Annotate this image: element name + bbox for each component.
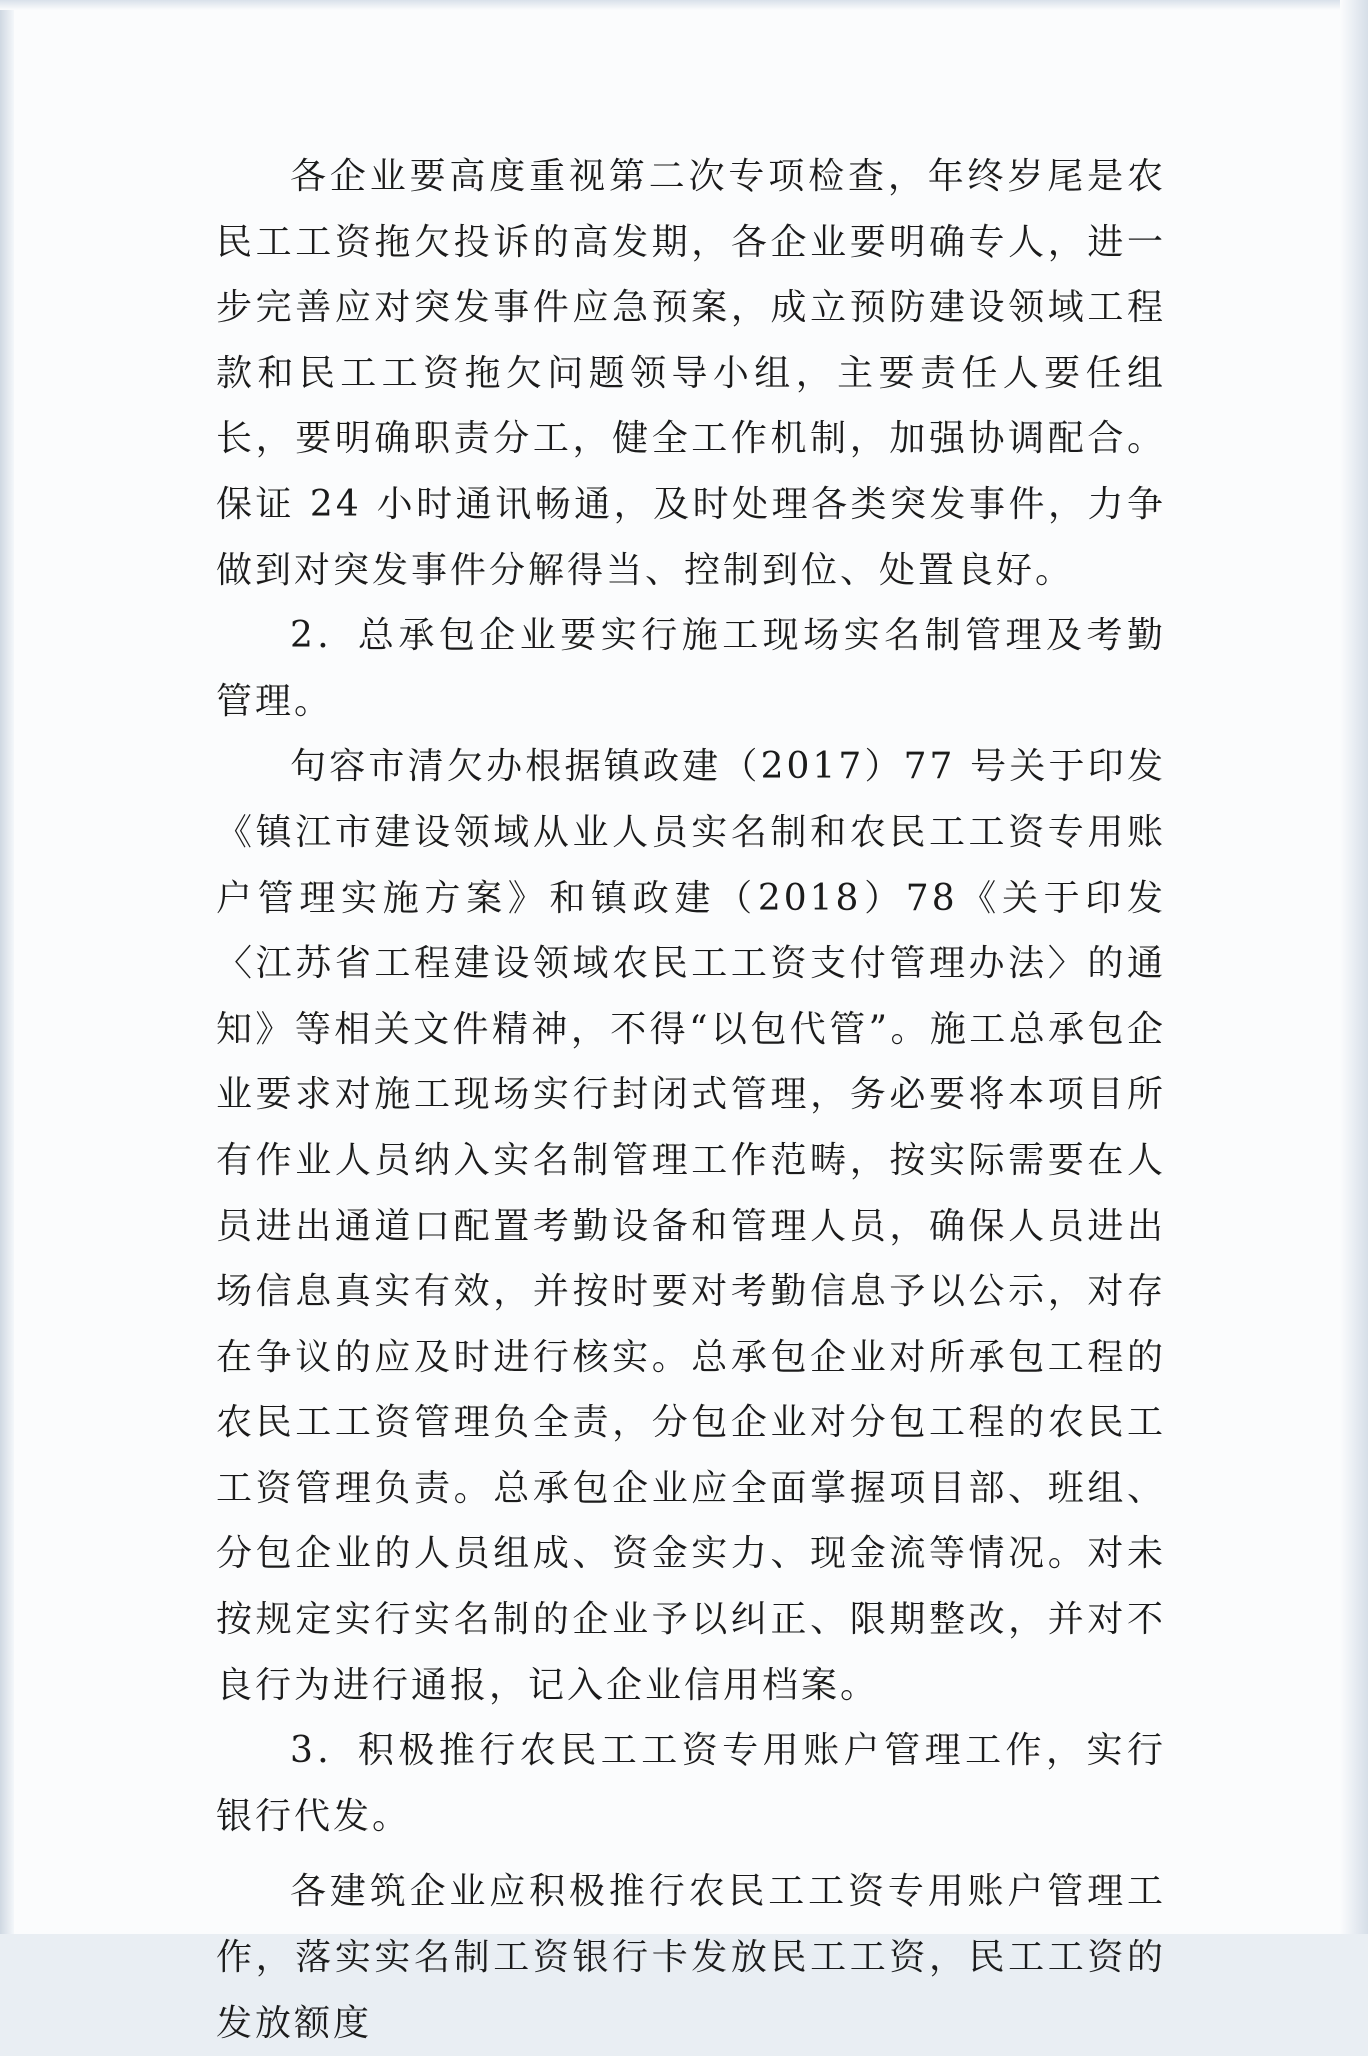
heading-item-2: 2．总承包企业要实行施工现场实名制管理及考勤管理。 bbox=[216, 615, 1166, 722]
paragraph-wage-account: 各建筑企业应积极推行农民工工资专用账户管理工作，落实实名制工资银行卡发放民工工资，民工工资的发放额度 bbox=[216, 1871, 1166, 2044]
paragraph-real-name-management: 句容市清欠办根据镇政建（2017）77 号关于印发《镇江市建设领域从业人员实名制和农民工工资专用账户管理实施方案》和镇政建（2018）78《关于印发〈江苏省工程建设领域农民工工资支付管理办法〉的通知》等相关文件精神，不得“以包代管”。施工总承包企业要求对施工现场实行封闭式管理，务必要将本项目所有作业人员纳入实名制管理工作范畴，按实际需要在人员进出通道口配置考勤设备和管理人员，确保人员进出场信息真实有效，并按时要对考勤信息予以公示，对存在争议的应及时进行核实。总承包企业对所承包工程的农民工工资管理负全责，分包企业对分包工程的农民工工资管理负责。总承包企业应全面掌握项目部、班组、分包企业的人员组成、资金实力、现金流等情况。对未按规定实行实名制的企业予以纠正、限期整改，并对不良行为进行通报，记入企业信用档案。 bbox=[216, 746, 1166, 1706]
scan-edge-left bbox=[0, 0, 14, 1934]
scan-edge-right bbox=[1340, 0, 1368, 1934]
scan-edge-top bbox=[0, 0, 1368, 10]
heading-item-3: 3．积极推行农民工工资专用账户管理工作，实行银行代发。 bbox=[216, 1730, 1166, 1837]
paragraph-emergency-plan: 各企业要高度重视第二次专项检查，年终岁尾是农民工工资拖欠投诉的高发期，各企业要明确专人，进一步完善应对突发事件应急预案，成立预防建设领域工程款和民工工资拖欠问题领导小组，主要责任人要任组长，要明确职责分工，健全工作机制，加强协调配合。保证 24 小时通讯畅通，及时处理各类突发事件，力争做到对突发事件分解得当、控制到位、处置良好。 bbox=[216, 156, 1166, 591]
document-body bbox=[216, 144, 1166, 2056]
